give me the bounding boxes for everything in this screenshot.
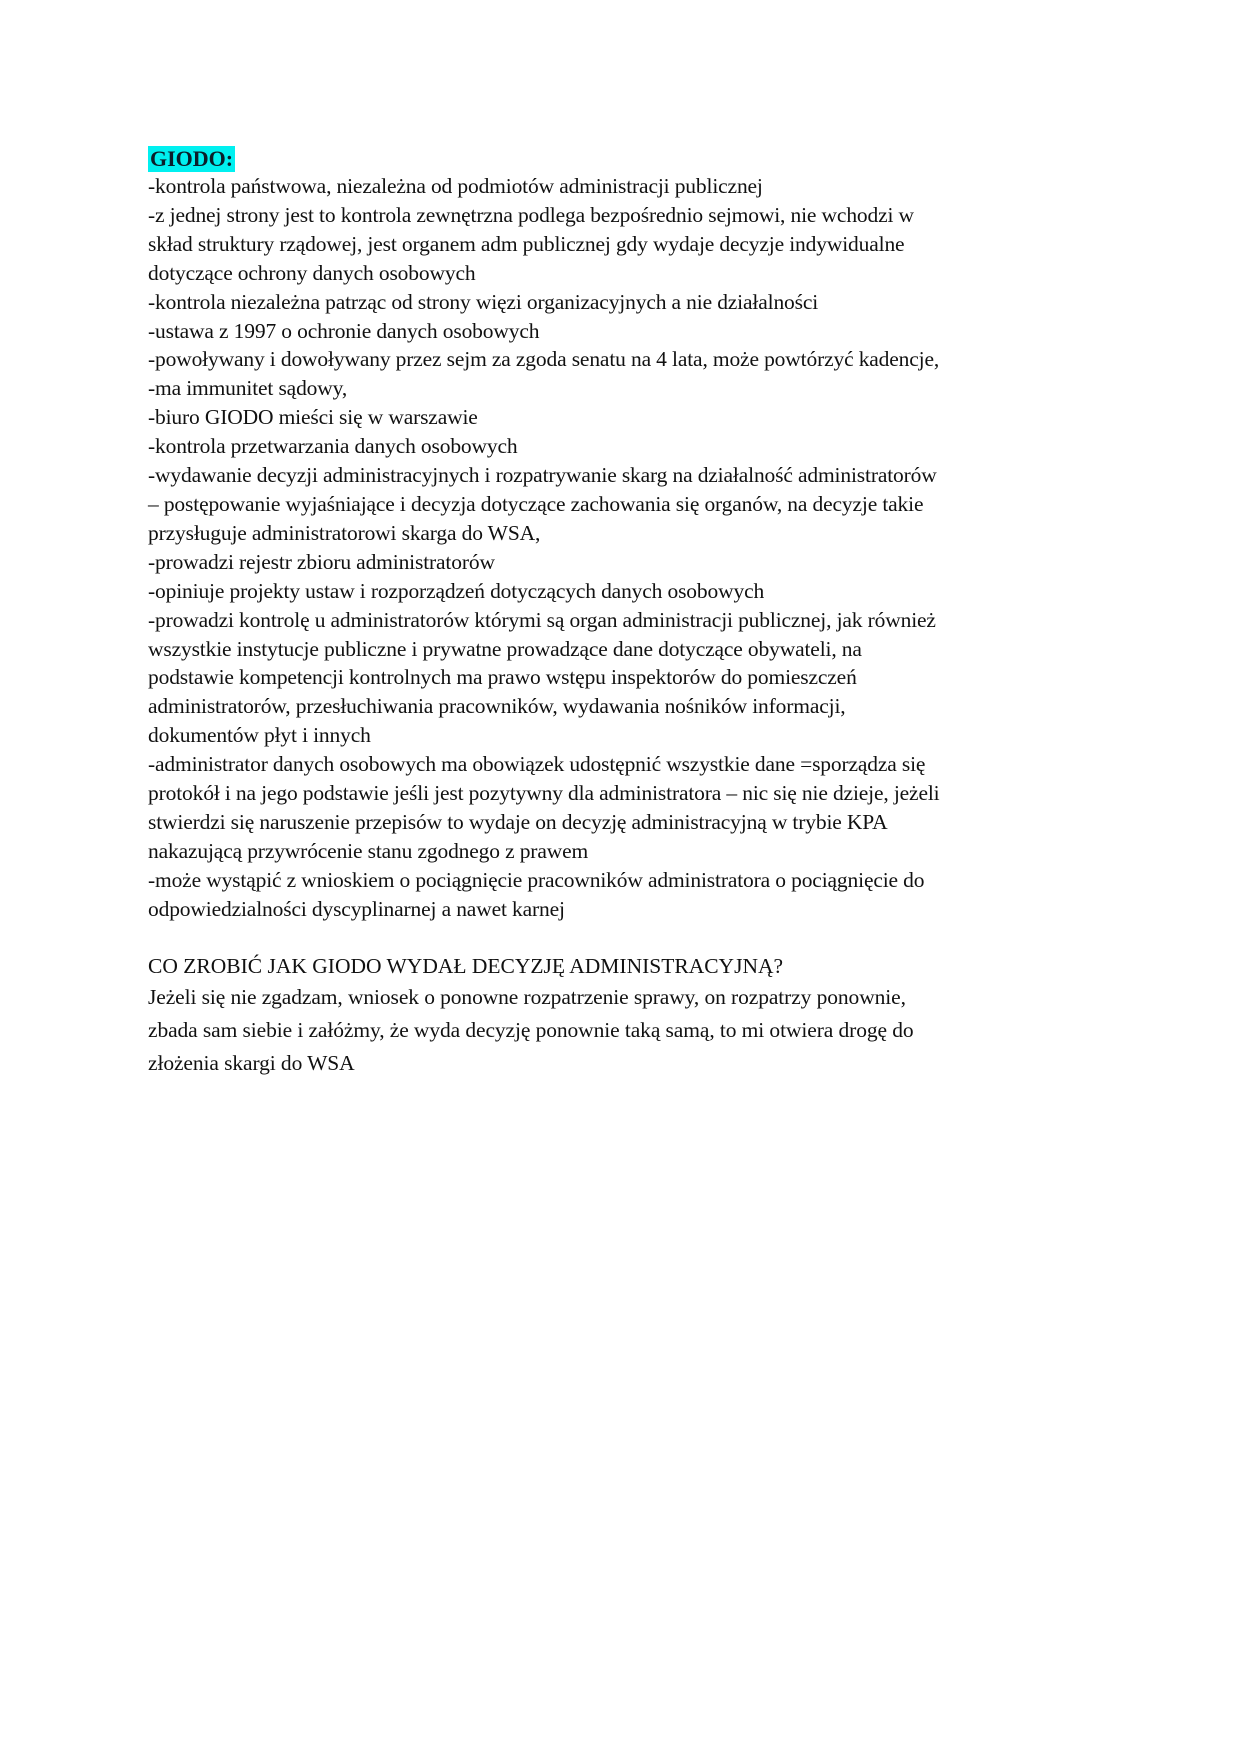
note-line: -kontrola niezależna patrząc od strony więzi organizacyjnych a nie działalności (148, 289, 819, 314)
note-line: skład struktury rządowej, jest organem adm publicznej gdy wydaje decyzje indywidualne (148, 231, 905, 256)
note-line: podstawie kompetencji kontrolnych ma prawo wstępu inspektorów do pomieszczeń (148, 665, 857, 690)
faq-title-part-1: CO ZROBIĆ (148, 954, 263, 978)
note-line: -kontrola przetwarzania danych osobowych (148, 434, 518, 459)
heading-row (148, 146, 1148, 172)
note-line: odpowiedzialności dyscyplinarnej a nawet karnej (148, 896, 565, 921)
faq-answer-line: złożenia skargi do WSA (148, 1051, 355, 1075)
note-line: nakazującą przywrócenie stanu zgodnego z prawem (148, 838, 589, 863)
faq-section (148, 951, 1148, 1080)
note-line: -opiniuje projekty ustaw i rozporządzeń dotyczących danych osobowych (148, 578, 765, 603)
notes-list (148, 172, 1148, 924)
note-line: -z jednej strony jest to kontrola zewnętrzna podlega bezpośrednio sejmowi, nie wchodzi w (148, 202, 914, 227)
note-line: -administrator danych osobowych ma obowiązek udostępnić wszystkie dane =sporządza się (148, 752, 926, 777)
note-line: przysługuje administratorowi skarga do WSA, (148, 520, 541, 545)
giodo-notes-section (148, 146, 1148, 924)
note-line: wszystkie instytucje publiczne i prywatne prowadzące dane dotyczące obywateli, na (148, 636, 862, 661)
note-line: dokumentów płyt i innych (148, 723, 371, 748)
note-line: dotyczące ochrony danych osobowych (148, 260, 476, 285)
note-line: -prowadzi rejestr zbioru administratorów (148, 549, 495, 574)
note-line: – postępowanie wyjaśniające i decyzja dotyczące zachowania się organów, na decyzje takie (148, 491, 924, 516)
note-line: -biuro GIODO mieści się w warszawie (148, 405, 478, 430)
faq-question-title (148, 951, 1148, 981)
note-line: -ma immunitet sądowy, (148, 376, 348, 401)
note-line: -kontrola państwowa, niezależna od podmiotów administracji publicznej (148, 174, 763, 198)
note-line: administratorów, przesłuchiwania pracowników, wydawania nośników informacji, (148, 694, 846, 719)
note-line: protokół i na jego podstawie jeśli jest pozytywny dla administratora – nic się nie dzieje, jeżeli (148, 781, 940, 806)
faq-answer-line: zbada sam siebie i załóżmy, że wyda decyzję ponownie taką samą, to mi otwiera drogę do (148, 1018, 914, 1042)
note-line: -prowadzi kontrolę u administratorów którymi są organ administracji publicznej, jak również (148, 607, 936, 632)
section-heading-giodo: GIODO: (150, 146, 234, 171)
faq-answer-line: Jeżeli się nie zgadzam, wniosek o ponowne rozpatrzenie sprawy, on rozpatrzy ponownie, (148, 985, 906, 1009)
note-line: -ustawa z 1997 o ochronie danych osobowych (148, 318, 540, 343)
note-line: -powoływany i dowoływany przez sejm za zgoda senatu na 4 lata, może powtórzyć kadencje, (148, 347, 940, 372)
note-line: stwierdzi się naruszenie przepisów to wydaje on decyzję administracyjną w trybie KPA (148, 809, 888, 834)
note-line: -może wystąpić z wnioskiem o pociągnięcie pracowników administratora o pociągnięcie do (148, 867, 925, 892)
note-line: -wydawanie decyzji administracyjnych i rozpatrywanie skarg na działalność administratorów (148, 463, 937, 488)
faq-title-part-2: JAK GIODO WYDAŁ DECYZJĘ ADMINISTRACYJNĄ? (262, 954, 784, 978)
